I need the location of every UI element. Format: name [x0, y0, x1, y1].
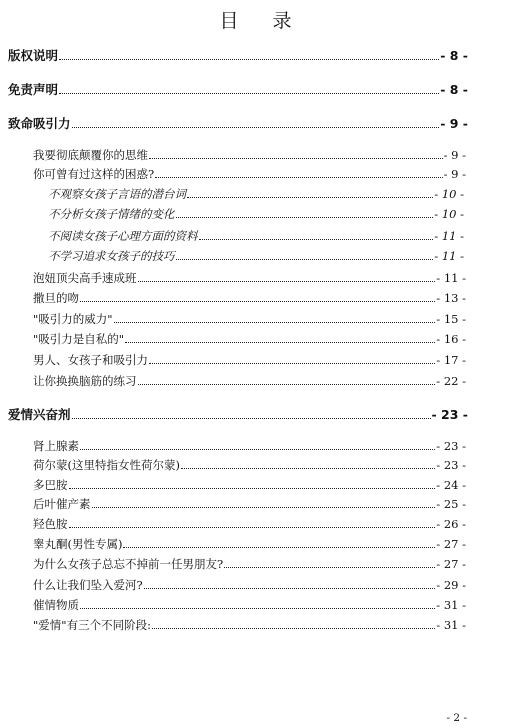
toc-entry[interactable]: [48, 186, 464, 202]
toc-entry-page: - 11 -: [434, 229, 464, 243]
toc-entry-label: 荷尔蒙(这里特指女性荷尔蒙): [33, 458, 180, 472]
toc-entry-page: - 29 -: [436, 578, 466, 592]
toc-entry-page: - 11 -: [434, 249, 464, 263]
toc-entry-label: 爱情兴奋剂: [8, 407, 71, 422]
dot-leader: [114, 321, 436, 323]
toc-entry[interactable]: [33, 516, 466, 532]
toc-entry-label: 不学习追求女孩子的技巧: [48, 249, 175, 263]
toc-entry[interactable]: [33, 290, 466, 306]
toc-entry[interactable]: [33, 352, 466, 368]
toc-entry-page: - 15 -: [436, 312, 466, 326]
toc-entry-page: - 26 -: [436, 517, 466, 531]
toc-entry[interactable]: [48, 228, 464, 244]
toc-entry-label: 睾丸酮(男性专属): [33, 537, 123, 551]
toc-entry-page: - 16 -: [436, 332, 466, 346]
toc-entry-label: 催情物质: [33, 598, 79, 612]
toc-entry[interactable]: [33, 331, 466, 347]
dot-leader: [80, 300, 435, 302]
toc-entry-label: 男人、女孩子和吸引力: [33, 353, 148, 367]
dot-leader: [181, 467, 435, 469]
toc-entry-label: 你可曾有过这样的困惑?: [33, 167, 155, 181]
toc-entry-page: - 9 -: [443, 148, 466, 162]
toc-entry-label: 版权说明: [8, 48, 59, 63]
dot-leader: [80, 607, 435, 609]
toc-entry-label: "吸引力是自私的": [33, 332, 125, 346]
toc-entry-page: - 9 -: [440, 116, 468, 131]
dot-leader: [80, 448, 435, 450]
toc-entry-page: - 17 -: [436, 353, 466, 367]
dot-leader: [138, 280, 436, 282]
dot-leader: [144, 587, 436, 589]
toc-entry[interactable]: [33, 577, 466, 593]
toc-entry-label: "吸引力的威力": [33, 312, 113, 326]
toc-entry-page: - 9 -: [443, 167, 466, 181]
toc-entry-page: - 10 -: [434, 187, 464, 201]
dot-leader: [224, 566, 435, 568]
dot-leader: [187, 196, 433, 198]
toc-entry-label: "爱情"有三个不同阶段:: [33, 618, 151, 632]
dot-leader: [59, 92, 439, 94]
dot-leader: [72, 417, 431, 419]
toc-entry-page: - 23 -: [436, 458, 466, 472]
toc-entry-label: 不分析女孩子情绪的变化: [48, 207, 175, 221]
dot-leader: [92, 506, 436, 508]
toc-entry[interactable]: [8, 405, 468, 423]
toc-entry-page: - 27 -: [436, 557, 466, 571]
dot-leader: [125, 341, 435, 343]
toc-entry-label: 泡妞顶尖高手速成班: [33, 271, 137, 285]
toc-entry[interactable]: [33, 166, 466, 182]
toc-entry-page: - 27 -: [436, 537, 466, 551]
dot-leader: [155, 176, 442, 178]
toc-entry-label: 羟色胺: [33, 517, 68, 531]
toc-entry-label: 后叶催产素: [33, 497, 91, 511]
toc-entry-label: 致命吸引力: [8, 116, 71, 131]
toc-entry-label: 不观察女孩子言语的潜台词: [48, 187, 186, 201]
toc-title: 目 录: [219, 10, 306, 32]
dot-leader: [138, 383, 436, 385]
toc-entry-page: - 25 -: [436, 497, 466, 511]
toc-entry[interactable]: [48, 248, 464, 264]
toc-entry[interactable]: [33, 536, 466, 552]
toc-entry-label: 为什么女孩子总忘不掉前一任男朋友?: [33, 557, 224, 571]
toc-entry-page: - 22 -: [436, 374, 466, 388]
toc-entry-page: - 24 -: [436, 478, 466, 492]
toc-entry[interactable]: [48, 206, 464, 222]
toc-entry[interactable]: [33, 457, 466, 473]
toc-entry[interactable]: [8, 80, 468, 98]
toc-entry-page: - 10 -: [434, 207, 464, 221]
toc-entry-label: 什么让我们坠入爱河?: [33, 578, 143, 592]
toc-entry-page: - 13 -: [436, 291, 466, 305]
toc-entry-label: 肾上腺素: [33, 439, 79, 453]
dot-leader: [69, 526, 436, 528]
toc-entry[interactable]: [33, 556, 466, 572]
dot-leader: [72, 126, 440, 128]
toc-entry[interactable]: [33, 477, 466, 493]
toc-entry-label: 免责声明: [8, 82, 59, 97]
toc-entry[interactable]: [33, 438, 466, 454]
toc-entry-label: 撒旦的吻: [33, 291, 79, 305]
dot-leader: [152, 627, 435, 629]
dot-leader: [176, 258, 434, 260]
page-number: - 2 -: [446, 712, 467, 724]
toc-entry-page: - 8 -: [440, 48, 468, 63]
dot-leader: [199, 238, 434, 240]
toc-entry-label: 让你换换脑筋的练习: [33, 374, 137, 388]
toc-entry[interactable]: [33, 496, 466, 512]
toc-entry-label: 我要彻底颠覆你的思维: [33, 148, 148, 162]
toc-entry[interactable]: [8, 46, 468, 64]
toc-entry[interactable]: [33, 373, 466, 389]
toc-entry[interactable]: [33, 597, 466, 613]
toc-entry[interactable]: [33, 270, 466, 286]
toc-entry-page: - 31 -: [436, 598, 466, 612]
dot-leader: [149, 157, 443, 159]
toc-entry[interactable]: [33, 617, 466, 633]
dot-leader: [176, 216, 434, 218]
toc-entry-page: - 31 -: [436, 618, 466, 632]
toc-entry-label: 多巴胺: [33, 478, 68, 492]
toc-entry[interactable]: [33, 147, 466, 163]
toc-entry-page: - 23 -: [431, 407, 468, 422]
toc-entry-page: - 8 -: [440, 82, 468, 97]
toc-entry[interactable]: [8, 114, 468, 132]
toc-entry-page: - 23 -: [436, 439, 466, 453]
toc-entry-page: - 11 -: [436, 271, 466, 285]
dot-leader: [123, 546, 435, 548]
toc-entry-label: 不阅读女孩子心理方面的资料: [48, 229, 198, 243]
dot-leader: [59, 58, 439, 60]
dot-leader: [69, 487, 436, 489]
toc-entry[interactable]: [33, 311, 466, 327]
dot-leader: [149, 362, 435, 364]
